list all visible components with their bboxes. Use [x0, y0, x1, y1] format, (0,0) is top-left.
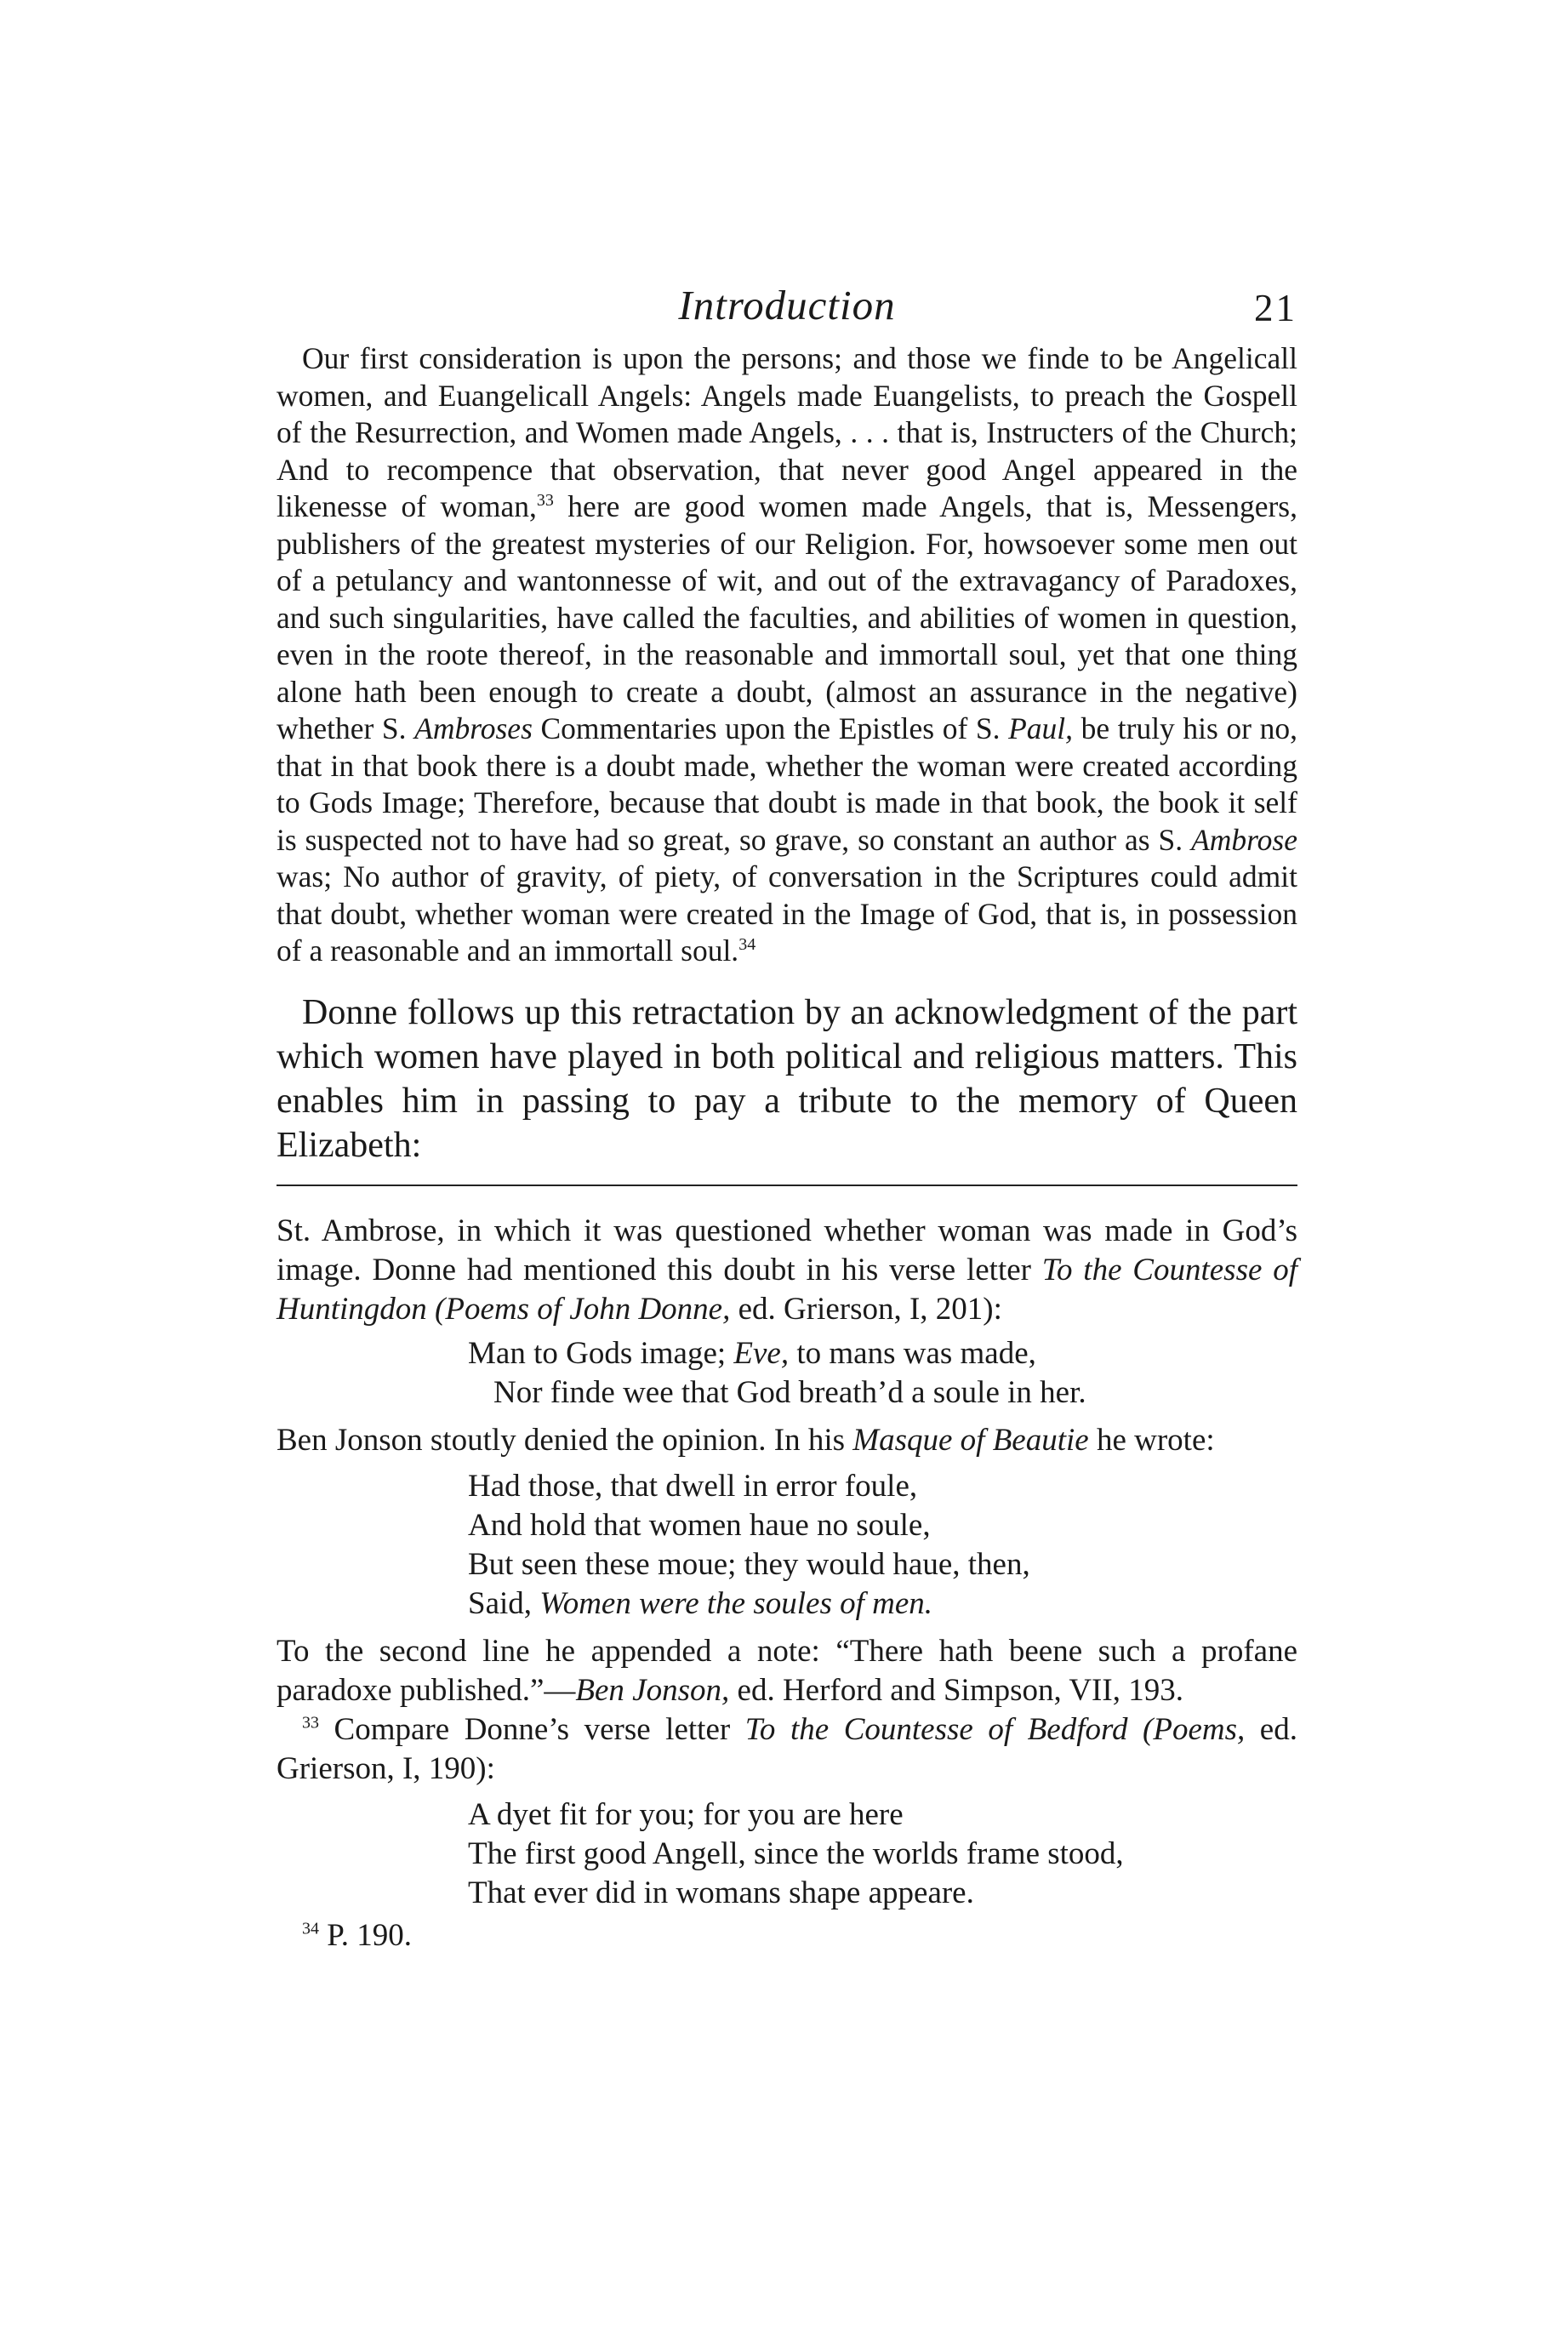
quote-italic: Paul,: [1008, 711, 1074, 745]
verse-line: And hold that women haue no soule,: [468, 1507, 931, 1543]
book-page: [277, 281, 1297, 1955]
block-quote: [277, 340, 1297, 970]
verse-italic: Women were the soules of men.: [539, 1585, 933, 1621]
verse-text: to mans was made,: [789, 1335, 1036, 1371]
footnote-ref-34[interactable]: 34: [738, 935, 756, 955]
footnote-34: [302, 1916, 1297, 1955]
verse-line: But seen these moue; they would haue, then,: [468, 1546, 1030, 1582]
verse-quote-jonson: [468, 1467, 1297, 1624]
note-text: he wrote:: [1088, 1422, 1215, 1458]
footnote-number: 34: [302, 1919, 319, 1938]
note-text: P. 190.: [319, 1917, 412, 1953]
note-text: ed. Grierson, I, 201):: [730, 1291, 1002, 1327]
page-number: 21: [1254, 287, 1297, 329]
running-title: Introduction: [678, 282, 896, 328]
note-text: Compare Donne’s verse letter: [319, 1711, 745, 1747]
note-text: ed. Herford and Simpson, VII, 193.: [729, 1672, 1183, 1708]
verse-text: Said,: [468, 1585, 540, 1621]
note-text: Ben Jonson stoutly denied the opinion. In his: [277, 1422, 853, 1458]
footnote-paragraph: [277, 1421, 1297, 1460]
footnotes: [277, 1212, 1297, 1955]
verse-line: The first good Angell, since the worlds frame stood,: [468, 1835, 1124, 1871]
verse-quote-bedford: [468, 1795, 1297, 1913]
verse-line: [468, 1584, 1297, 1624]
quote-text: be truly his or no, that in that book there is a doubt made, whether the woman were created according to Gods Image; Therefore, because that doubt is made in that book, the book it self is suspected not to have had so great, so grave, so constant an author as S.: [277, 711, 1297, 857]
footnote-number: 33: [302, 1713, 319, 1733]
quote-text: Our first consideration is upon the persons; and those we finde to be Angelicall women, and Euangelicall Angels: Angels made Euangelists, to preach the Gospell of the Resurrection, and Women made Angels, . . . that is, Instructers of the Church; And to recompence that observation, that never good Angel appeared in the likenesse of woman,: [277, 341, 1297, 523]
note-italic: Ben Jonson,: [575, 1672, 730, 1708]
footnote-continuation: [277, 1212, 1297, 1329]
note-text: ed. Grierson, I, 190):: [277, 1711, 1297, 1786]
note-italic: Masque of Beautie: [852, 1422, 1089, 1458]
note-text: St. Ambrose, in which it was questioned whether woman was made in God’s image. Donne had mentioned this doubt in his verse letter: [277, 1213, 1297, 1287]
footnote-paragraph: [277, 1632, 1297, 1710]
quote-italic: Ambroses: [414, 711, 533, 745]
body-paragraph: Donne follows up this retractation by an acknowledgment of the part which women have played in both political and religious matters. This enables him in passing to pay a tribute to the memory of Queen Elizabeth:: [277, 992, 1297, 1165]
note-text: To the second line he appended a note: “There hath beene such a profane paradoxe published.”—: [277, 1633, 1297, 1708]
verse-text: Man to Gods image;: [468, 1335, 734, 1371]
footnote-33: [277, 1710, 1297, 1789]
quote-text: here are good women made Angels, that is, Messengers, publishers of the greatest mysteries of our Religion. For, howsoever some men out of a petulancy and wantonnesse of wit, and out of the extravagancy of Paradoxes, and such singularities, have called the faculties, and abilities of women in question, even in the roote thereof, in the reasonable and immortall soul, yet that one thing alone hath been enough to create a doubt, (almost an assurance in the negative) whether S.: [277, 489, 1297, 745]
verse-italic: Eve,: [733, 1335, 790, 1371]
quote-text: was; No author of gravity, of piety, of conversation in the Scriptures could admit that doubt, whether woman were created in the Image of God, that is, in possession of a reasonable and an immortall soul.: [277, 859, 1297, 968]
verse-line: [468, 1334, 1297, 1373]
note-italic: To the Countesse of Bedford (Poems,: [744, 1711, 1246, 1747]
verse-line: Nor finde wee that God breath’d a soule in her.: [493, 1374, 1086, 1410]
footnote-rule: [277, 1185, 1297, 1186]
footnote-ref-33[interactable]: 33: [536, 491, 554, 511]
verse-quote-donne: [468, 1334, 1297, 1413]
running-head: [277, 281, 1297, 340]
verse-line: That ever did in womans shape appeare.: [468, 1875, 974, 1910]
verse-line: A dyet fit for you; for you are here: [468, 1796, 904, 1832]
note-italic: To the Countesse of Huntingdon (Poems of John Donne,: [277, 1252, 1297, 1327]
verse-line: Had those, that dwell in error foule,: [468, 1468, 918, 1504]
quote-italic: Ambrose: [1191, 822, 1297, 857]
quote-text: Commentaries upon the Epistles of S.: [532, 711, 1009, 745]
